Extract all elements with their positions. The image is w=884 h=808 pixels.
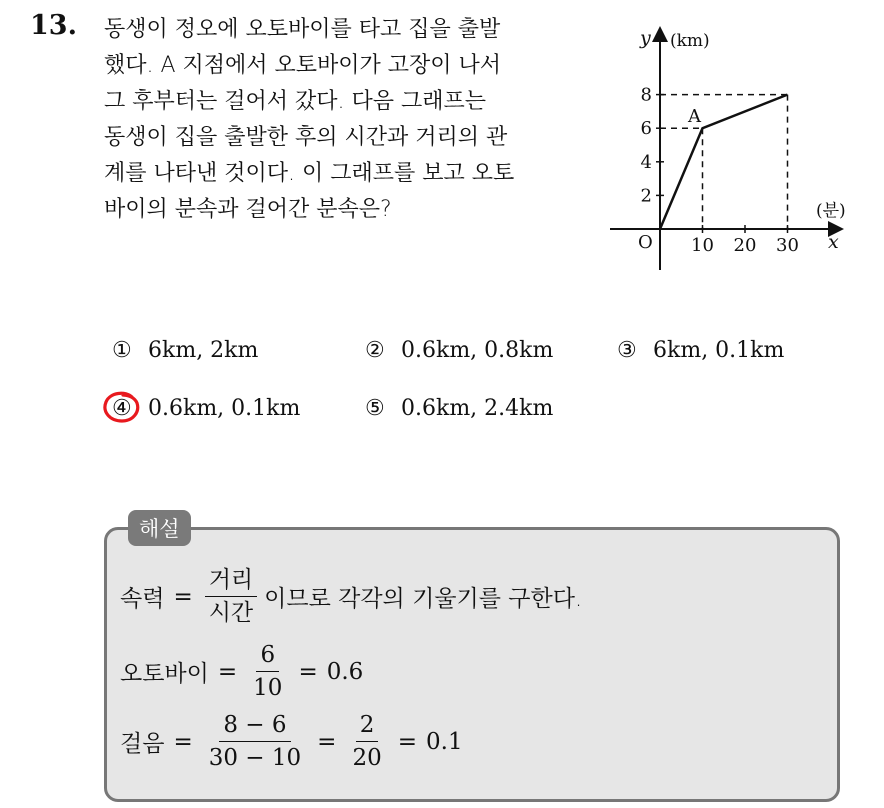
fraction-denominator: 20 (352, 745, 382, 771)
y-unit-label: (km) (670, 31, 710, 51)
x-tick-label: 20 (733, 235, 757, 256)
solution-text: 이므로 각각의 기울기를 구한다. (264, 586, 583, 612)
question-line: 동생이 집을 출발한 후의 시간과 거리의 관 (104, 125, 508, 150)
fraction (205, 566, 257, 627)
choice-number: ④ (112, 396, 132, 421)
fraction-numerator: 6 (256, 641, 279, 672)
choice-1[interactable] (112, 338, 258, 363)
x-axis-label: x (828, 231, 839, 253)
choice-3[interactable] (617, 338, 784, 363)
walking-label: 걸음 (120, 731, 165, 757)
choice-5[interactable] (365, 396, 553, 421)
choice-text: 0.6km, 0.8km (401, 338, 554, 363)
x-tick-label: 10 (691, 235, 714, 256)
question-line: 동생이 정오에 오토바이를 타고 집을 출발 (104, 17, 501, 42)
choice-text: 6km, 2km (148, 338, 259, 363)
solution-tag: 해설 (128, 510, 191, 546)
y-axis-label: y (640, 27, 651, 49)
equals-sign: = (397, 728, 417, 755)
question-line: 계를 나타낸 것이다. 이 그래프를 보고 오토 (104, 161, 515, 186)
equals-sign: = (173, 583, 193, 610)
choice-text: 6km, 0.1km (653, 338, 785, 363)
solution-line-1 (120, 566, 582, 627)
speed-label: 속력 (120, 586, 165, 612)
choice-text: 0.6km, 2.4km (401, 396, 554, 421)
fraction-numerator: 거리 (205, 566, 257, 597)
choice-2[interactable] (365, 338, 553, 363)
equals-sign: = (217, 658, 238, 685)
question-line: 바이의 분속과 걸어간 분속은? (104, 197, 392, 222)
choice-number: ① (112, 338, 132, 363)
x-tick-label: 30 (776, 235, 799, 256)
solution-line-3 (120, 711, 463, 772)
fraction-numerator: 2 (356, 711, 379, 742)
origin-label: O (638, 232, 653, 253)
answer-circle-mark (102, 390, 142, 424)
equals-sign: = (317, 728, 337, 755)
distance-time-graph (596, 20, 856, 280)
fraction-numerator: 8 − 6 (219, 711, 290, 742)
fraction-denominator: 10 (253, 675, 283, 701)
question-number: 13. (30, 10, 77, 41)
question-line: 그 후부터는 걸어서 갔다. 다음 그래프는 (104, 89, 486, 114)
motorcycle-label: 오토바이 (120, 661, 209, 687)
fraction (205, 711, 305, 772)
series-line (660, 95, 788, 229)
point-a-label: A (688, 106, 701, 127)
choice-number: ⑤ (365, 396, 385, 421)
question-line: 했다. A 지점에서 오토바이가 고장이 나서 (104, 53, 502, 78)
equals-sign: = (298, 658, 318, 685)
y-tick-label: 2 (640, 185, 652, 207)
fraction-denominator: 30 − 10 (208, 745, 302, 771)
choice-number: ③ (617, 338, 637, 363)
solution-line-2 (120, 641, 363, 702)
choice-number: ② (365, 338, 385, 363)
question-text (104, 12, 594, 228)
y-tick-label: 8 (640, 84, 652, 106)
choice-text: 0.6km, 0.1km (148, 396, 301, 421)
result-value: 0.1 (426, 728, 463, 755)
x-unit-label: (분) (816, 201, 846, 221)
fraction-denominator: 시간 (208, 600, 254, 626)
y-tick-label: 4 (640, 151, 652, 173)
y-tick-label: 6 (640, 118, 652, 140)
result-value: 0.6 (326, 658, 364, 685)
fraction (348, 711, 385, 772)
fraction (249, 641, 286, 702)
equals-sign: = (173, 728, 193, 755)
